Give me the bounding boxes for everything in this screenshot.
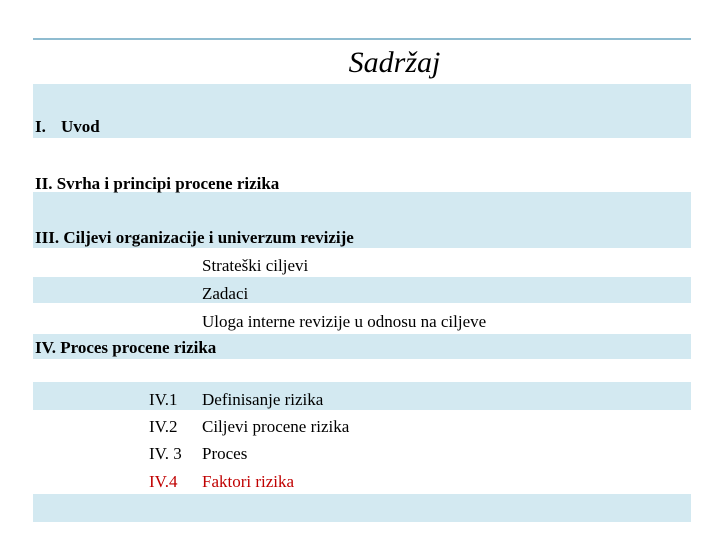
toc-number: IV.2 <box>149 417 178 436</box>
toc-number: IV.4 <box>149 472 178 491</box>
toc-number: IV. 3 <box>149 444 182 463</box>
toc-band <box>33 277 691 303</box>
toc-band <box>33 382 691 410</box>
toc-label: Uloga interne revizije u odnosu na ciljeve <box>202 312 487 331</box>
toc-band <box>33 494 691 522</box>
toc-label: Definisanje rizika <box>202 390 324 409</box>
toc-label: Ciljevi procene rizika <box>202 417 350 436</box>
toc-label: Faktori rizika <box>202 472 295 491</box>
toc-label: Zadaci <box>202 284 249 303</box>
toc-band <box>33 84 691 138</box>
toc-number: IV.1 <box>149 390 178 409</box>
slide-title: Sadržaj <box>348 46 441 79</box>
toc-label: Proces <box>202 444 248 463</box>
toc-number: I. <box>35 117 46 136</box>
toc-label: Strateški ciljevi <box>202 256 309 275</box>
toc-label: Uvod <box>61 117 100 136</box>
toc-label: II. Svrha i principi procene rizika <box>35 174 280 193</box>
toc-label: III. Ciljevi organizacije i univerzum revizije <box>35 228 354 247</box>
toc-label: IV. Proces procene rizika <box>35 338 217 357</box>
title-bar <box>33 38 691 86</box>
